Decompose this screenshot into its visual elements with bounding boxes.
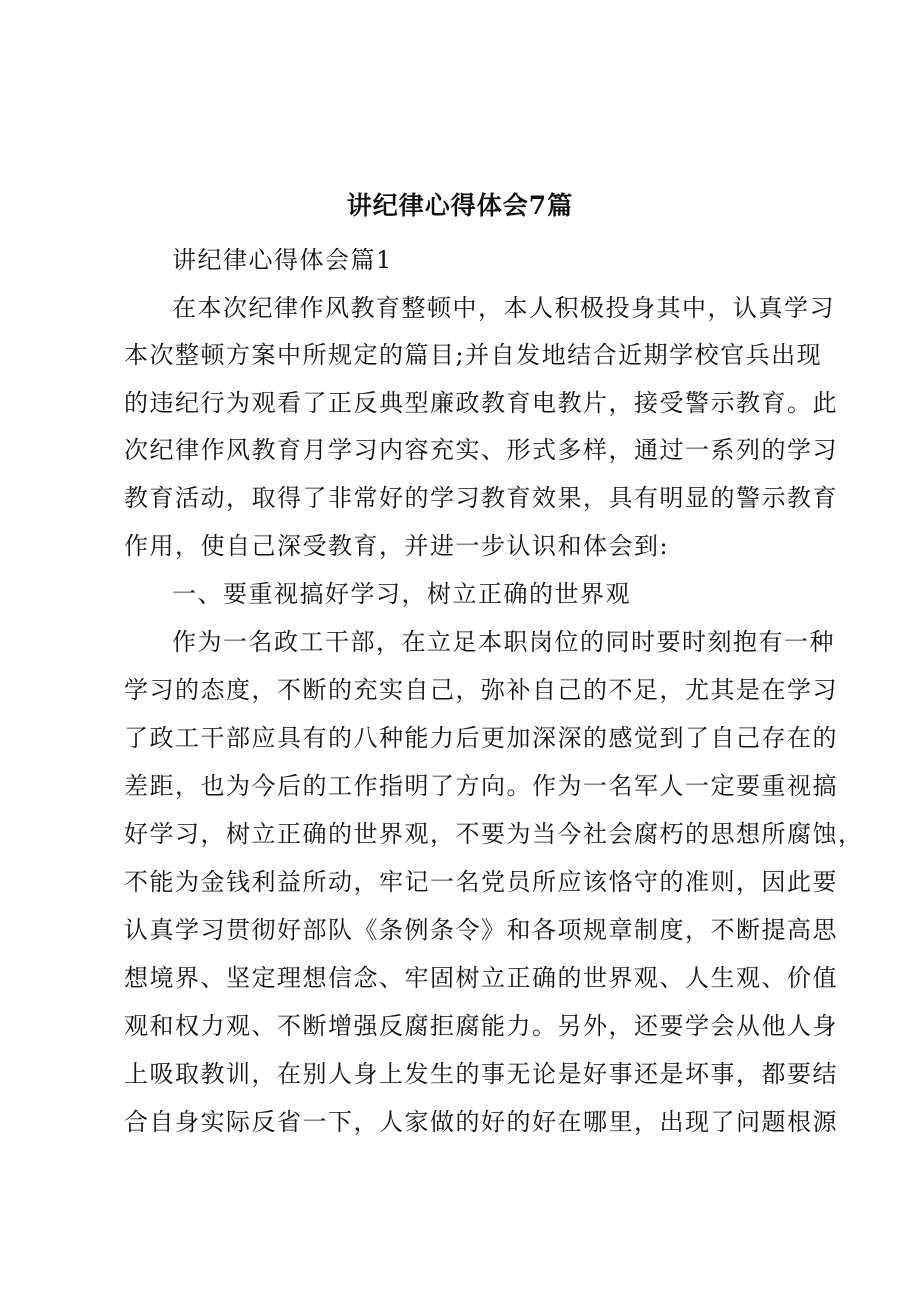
paragraph-line: 差距，也为今后的工作指明了方向。作为一名军人一定要重视搞 xyxy=(124,772,838,800)
paragraph-line: 在本次纪律作风教育整顿中，本人积极投身其中，认真学习 xyxy=(172,294,835,322)
section-heading: 讲纪律心得体会篇1 xyxy=(172,246,393,274)
document-title: 讲纪律心得体会7篇 xyxy=(346,191,574,220)
paragraph-line: 好学习，树立正确的世界观，不要为当今社会腐朽的思想所腐蚀， xyxy=(124,820,864,848)
paragraph-line: 上吸取教训，在别人身上发生的事无论是好事还是坏事，都要结 xyxy=(124,1060,838,1088)
paragraph-line: 教育活动，取得了非常好的学习教育效果，具有明显的警示教育 xyxy=(124,484,838,512)
paragraph-line: 学习的态度，不断的充实自己，弥补自己的不足，尤其是在学习 xyxy=(124,676,838,704)
paragraph-line: 次纪律作风教育月学习内容充实、形式多样，通过一系列的学习 xyxy=(124,436,838,464)
paragraph-line: 观和权力观、不断增强反腐拒腐能力。另外，还要学会从他人身 xyxy=(124,1012,838,1040)
paragraph-line: 本次整顿方案中所规定的篇目;并自发地结合近期学校官兵出现 xyxy=(124,341,823,369)
paragraph-line: 的违纪行为观看了正反典型廉政教育电教片，接受警示教育。此 xyxy=(124,389,838,417)
subheading: 一、要重视搞好学习，树立正确的世界观 xyxy=(172,580,631,608)
paragraph-line: 想境界、坚定理想信念、牢固树立正确的世界观、人生观、价值 xyxy=(124,964,838,992)
paragraph-line: 了政工干部应具有的八种能力后更加深深的感觉到了自己存在的 xyxy=(124,724,838,752)
paragraph-line: 作为一名政工干部，在立足本职岗位的同时要时刻抱有一种 xyxy=(172,628,835,656)
paragraph-line: 合自身实际反省一下，人家做的好的好在哪里，出现了问题根源 xyxy=(124,1108,838,1136)
paragraph-line: 认真学习贯彻好部队《条例条令》和各项规章制度，不断提高思 xyxy=(124,916,838,944)
paragraph-line: 不能为金钱利益所动，牢记一名党员所应该恪守的准则，因此要 xyxy=(124,868,838,896)
paragraph-line: 作用，使自己深受教育，并进一步认识和体会到: xyxy=(124,532,670,560)
